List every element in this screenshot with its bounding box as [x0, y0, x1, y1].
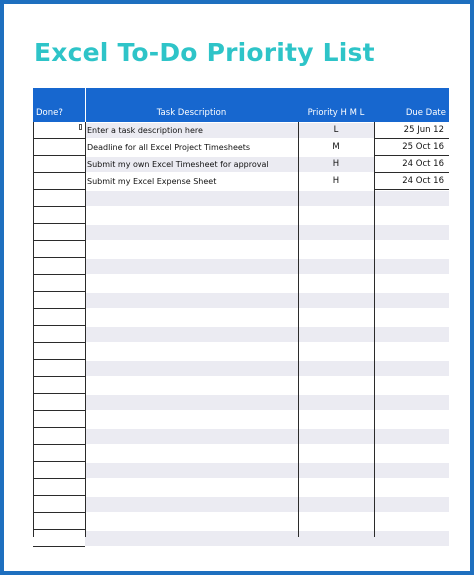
done-cell[interactable] [33, 156, 85, 173]
priority-cell[interactable]: H [332, 159, 340, 169]
row-stripe [85, 429, 449, 444]
priority-cell[interactable]: M [332, 142, 340, 152]
due-date-cell[interactable]: 24 Oct 16 [374, 173, 449, 190]
task-cell[interactable]: Enter a task description here [87, 126, 203, 135]
table-row [33, 496, 449, 513]
table-row [33, 207, 449, 224]
row-stripe [85, 344, 449, 359]
done-cell[interactable] [33, 377, 85, 394]
due-date-cell[interactable]: 25 Oct 16 [374, 139, 449, 156]
row-stripe [85, 514, 449, 529]
task-cell[interactable]: Submit my own Excel Timesheet for approval [87, 160, 269, 169]
done-cell[interactable] [33, 343, 85, 360]
table-row [33, 411, 449, 428]
row-stripe [85, 531, 449, 546]
done-cell[interactable] [33, 445, 85, 462]
task-cell[interactable]: Deadline for all Excel Project Timesheets [87, 143, 251, 152]
table-row [33, 377, 449, 394]
table-row [33, 394, 449, 411]
row-stripe [85, 208, 449, 223]
row-stripe [85, 225, 449, 240]
table-row [33, 224, 449, 241]
todo-table [33, 88, 449, 537]
table-row [33, 360, 449, 377]
row-stripe [85, 191, 449, 206]
done-cell[interactable] [33, 139, 85, 156]
done-cell[interactable] [33, 292, 85, 309]
row-stripe [85, 242, 449, 257]
done-cell[interactable] [33, 275, 85, 292]
done-cell[interactable] [33, 258, 85, 275]
table-row [33, 530, 449, 547]
done-cell[interactable] [33, 394, 85, 411]
done-cell[interactable] [33, 207, 85, 224]
done-cell[interactable] [33, 462, 85, 479]
grid-line-task [298, 122, 299, 537]
column-header-task: Task Description [156, 108, 227, 118]
task-cell[interactable]: Submit my Excel Expense Sheet [87, 177, 217, 186]
table-row [33, 190, 449, 207]
row-stripe [85, 378, 449, 393]
row-stripe [85, 276, 449, 291]
done-cell[interactable] [33, 173, 85, 190]
table-row [33, 513, 449, 530]
row-stripe [85, 259, 449, 274]
grid-line-left [33, 122, 34, 537]
done-cell[interactable] [33, 496, 85, 513]
priority-cell[interactable]: L [333, 125, 339, 135]
table-row [33, 343, 449, 360]
grid-line-done [85, 122, 86, 537]
row-stripe [85, 361, 449, 376]
row-stripe [85, 395, 449, 410]
done-cell[interactable] [33, 224, 85, 241]
table-row [33, 479, 449, 496]
done-cell[interactable] [33, 530, 85, 547]
row-stripe [85, 412, 449, 427]
header-divider [85, 88, 86, 122]
row-stripe [85, 497, 449, 512]
table-row [33, 241, 449, 258]
table-row [33, 156, 449, 173]
column-header-done: Done? [36, 108, 63, 118]
column-header-due-date: Due Date [405, 108, 446, 118]
table-row [33, 309, 449, 326]
row-stripe [85, 293, 449, 308]
page-title: Excel To-Do Priority List [34, 38, 375, 67]
done-cell[interactable] [33, 428, 85, 445]
done-cell[interactable] [33, 360, 85, 377]
row-stripe [85, 463, 449, 478]
table-row [33, 445, 449, 462]
table-row [33, 258, 449, 275]
done-cell[interactable] [33, 309, 85, 326]
done-cell[interactable] [33, 326, 85, 343]
grid-line-priority [374, 122, 375, 537]
row-stripe [85, 480, 449, 495]
priority-cell[interactable]: H [332, 176, 340, 186]
done-cell[interactable] [33, 411, 85, 428]
due-date-cell[interactable]: 25 Jun 12 [374, 122, 449, 139]
table-row [33, 122, 449, 139]
row-stripe [85, 327, 449, 342]
table-header-row [33, 105, 449, 122]
table-row [33, 139, 449, 156]
table-header-band [33, 88, 449, 105]
due-date-cell[interactable]: 24 Oct 16 [374, 156, 449, 173]
column-header-priority: Priority H M L [307, 108, 365, 118]
done-cell[interactable] [33, 241, 85, 258]
done-cell[interactable] [33, 479, 85, 496]
row-stripe [85, 310, 449, 325]
cell-marker-icon [79, 124, 82, 130]
done-cell[interactable] [33, 190, 85, 207]
table-row [33, 292, 449, 309]
table-row [33, 462, 449, 479]
table-row [33, 275, 449, 292]
done-cell[interactable] [33, 513, 85, 530]
table-row [33, 326, 449, 343]
table-row [33, 428, 449, 445]
done-cell[interactable] [33, 122, 85, 139]
table-row [33, 173, 449, 190]
row-stripe [85, 446, 449, 461]
